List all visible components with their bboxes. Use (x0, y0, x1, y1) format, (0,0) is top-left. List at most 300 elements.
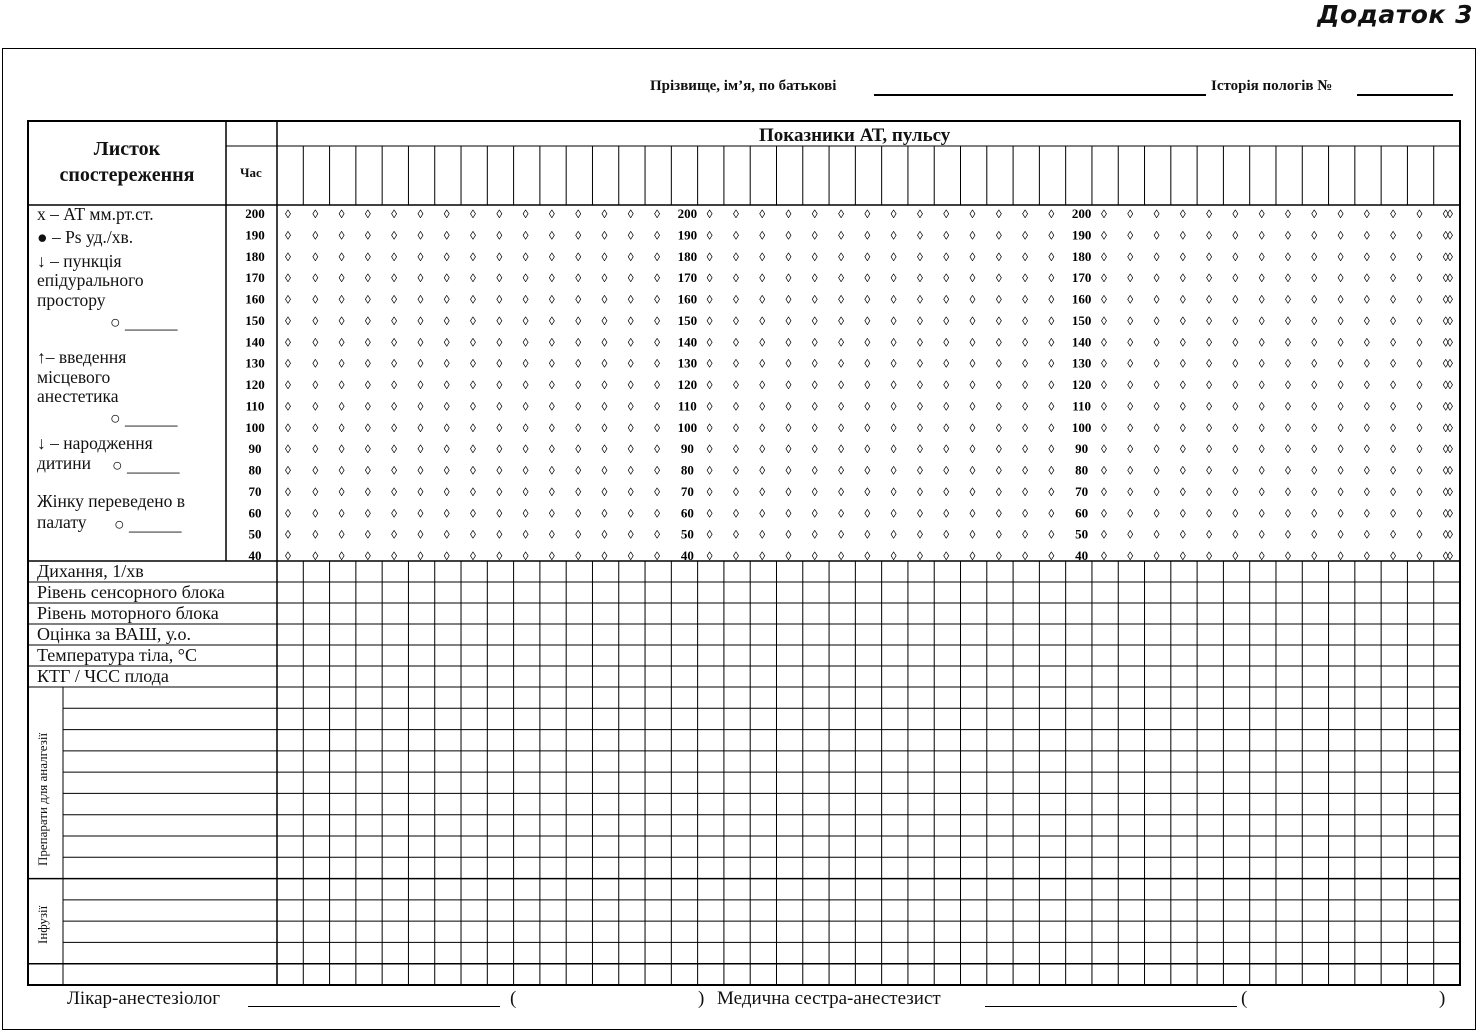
grid-marker: ◊ (1442, 249, 1449, 264)
grid-marker: ◊ (312, 271, 319, 286)
scale-value: 90 (248, 441, 262, 457)
grid-marker: ◊ (364, 378, 371, 392)
grid-marker: ◊ (470, 207, 476, 221)
grid-marker: ◊ (601, 484, 608, 499)
grid-marker: ◊ (1363, 335, 1370, 350)
grid-marker: ◊ (732, 292, 739, 307)
grid-marker: ◊ (706, 527, 713, 542)
grid-marker: ◊ (969, 527, 976, 542)
scale-value: 80 (680, 462, 694, 478)
grid-marker: ◊ (1311, 207, 1318, 221)
time-label: Час (240, 165, 262, 180)
grid-marker: ◊ (1022, 249, 1029, 264)
grid-marker: ◊ (443, 420, 450, 435)
grid-marker: ◊ (522, 463, 529, 478)
grid-marker: ◊ (759, 335, 766, 350)
grid-marker: ◊ (1022, 442, 1029, 457)
grid-marker: ◊ (1363, 463, 1370, 478)
grid-marker: ◊ (1232, 228, 1239, 243)
grid-marker: ◊ (417, 207, 424, 221)
grid-marker: ◊ (1363, 271, 1370, 286)
grid-marker: ◊ (601, 228, 608, 243)
grid-marker: ◊ (1258, 484, 1265, 499)
grid-marker: ◊ (654, 313, 661, 328)
grid-marker: ◊ (732, 378, 739, 392)
grid-marker: ◊ (1390, 207, 1397, 221)
grid-marker: ◊ (890, 399, 897, 414)
grid-marker: ◊ (995, 292, 1002, 307)
analgesia-section-label: Препарати для аналгезії (35, 732, 50, 866)
grid-marker: ◊ (1232, 378, 1239, 392)
grid-marker: ◊ (838, 356, 845, 371)
grid-marker: ◊ (811, 207, 818, 221)
grid-marker: ◊ (811, 463, 818, 478)
grid-marker: ◊ (864, 378, 871, 392)
grid-marker: ◊ (890, 442, 897, 457)
grid-marker: ◊ (1153, 313, 1160, 328)
grid-marker: ◊ (1337, 335, 1344, 350)
grid-marker: ◊ (838, 292, 845, 307)
grid-marker: ◊ (1179, 207, 1186, 221)
grid-marker: ◊ (785, 313, 792, 328)
grid-marker: ◊ (338, 463, 345, 478)
scale-value: 90 (680, 441, 694, 457)
grid-marker: ◊ (1337, 356, 1344, 371)
grid-marker: ◊ (496, 506, 503, 521)
grid-marker: ◊ (811, 420, 818, 435)
grid-marker: ◊ (1285, 356, 1291, 371)
grid-marker: ◊ (1206, 484, 1213, 499)
grid-marker: ◊ (890, 356, 897, 371)
grid-marker: ◊ (864, 399, 871, 414)
grid-marker: ◊ (627, 549, 634, 563)
grid-marker: ◊ (1311, 271, 1318, 286)
grid-marker: ◊ (1048, 506, 1055, 521)
grid-marker: ◊ (601, 292, 608, 307)
grid-marker: ◊ (1100, 484, 1107, 499)
grid-marker: ◊ (627, 420, 634, 435)
grid-marker: ◊ (654, 420, 661, 435)
grid-marker: ◊ (1048, 527, 1055, 542)
grid-marker: ◊ (811, 549, 818, 563)
grid-marker: ◊ (1022, 549, 1029, 563)
appendix-label: Додаток 3 (1317, 0, 1473, 29)
grid-marker: ◊ (548, 463, 555, 478)
grid-marker: ◊ (732, 399, 739, 414)
grid-marker: ◊ (1048, 249, 1055, 264)
grid-marker: ◊ (1206, 378, 1213, 392)
grid-marker: ◊ (706, 271, 713, 286)
grid-marker: ◊ (391, 292, 398, 307)
grid-marker: ◊ (1127, 527, 1134, 542)
grid-marker: ◊ (443, 335, 450, 350)
grid-marker: ◊ (838, 442, 845, 457)
grid-marker: ◊ (943, 249, 950, 264)
grid-marker: ◊ (312, 249, 319, 264)
grid-marker: ◊ (1390, 420, 1397, 435)
anesthesiologist-signature-field[interactable] (248, 1006, 500, 1007)
grid-marker: ◊ (496, 313, 503, 328)
grid-marker: ◊ (706, 484, 713, 499)
grid-marker: ◊ (522, 249, 529, 264)
grid-marker: ◊ (943, 442, 950, 457)
grid-marker: ◊ (391, 549, 398, 563)
grid-marker: ◊ (312, 420, 319, 435)
grid-marker: ◊ (916, 506, 923, 521)
grid-marker: ◊ (1390, 549, 1397, 563)
legend-anesthetic-2: місцевого (37, 367, 111, 387)
grid-marker: ◊ (575, 207, 582, 221)
grid-marker: ◊ (417, 506, 424, 521)
grid-marker: ◊ (1416, 484, 1423, 499)
grid-marker: ◊ (312, 484, 319, 499)
grid-marker: ◊ (864, 249, 871, 264)
grid-marker: ◊ (1390, 378, 1397, 392)
scale-value: 200 (1071, 206, 1092, 221)
grid-marker: ◊ (785, 271, 792, 286)
grid-marker: ◊ (391, 313, 398, 328)
grid-marker: ◊ (364, 271, 371, 286)
grid-marker: ◊ (654, 506, 661, 521)
grid-marker: ◊ (1127, 292, 1134, 307)
grid-marker: ◊ (1447, 420, 1453, 435)
grid-marker: ◊ (890, 271, 897, 286)
grid-marker: ◊ (916, 249, 923, 264)
grid-marker: ◊ (391, 335, 398, 350)
grid-marker: ◊ (785, 442, 792, 457)
parameter-row-label: Температура тіла, °С (37, 645, 197, 665)
grid-marker: ◊ (338, 399, 345, 414)
grid-marker: ◊ (1179, 378, 1186, 392)
grid-marker: ◊ (864, 420, 871, 435)
grid-marker: ◊ (916, 271, 923, 286)
grid-marker: ◊ (1390, 356, 1397, 371)
grid-marker: ◊ (732, 484, 739, 499)
grid-marker: ◊ (548, 378, 555, 392)
anesthesiologist-close-paren: ) (698, 988, 705, 1009)
grid-marker: ◊ (969, 549, 976, 563)
grid-marker: ◊ (1127, 313, 1134, 328)
grid-marker: ◊ (1022, 335, 1029, 350)
grid-marker: ◊ (1337, 378, 1344, 392)
grid-marker: ◊ (654, 442, 661, 457)
grid-marker: ◊ (1232, 207, 1239, 221)
grid-marker: ◊ (312, 313, 319, 328)
grid-marker: ◊ (548, 271, 555, 286)
grid-marker: ◊ (916, 335, 923, 350)
grid-marker: ◊ (916, 442, 923, 457)
grid-marker: ◊ (1048, 420, 1055, 435)
grid-marker: ◊ (364, 249, 371, 264)
grid-marker: ◊ (1100, 313, 1107, 328)
legend-anesthetic-3: анестетика (37, 386, 119, 406)
grid-marker: ◊ (627, 228, 634, 243)
grid-marker: ◊ (575, 484, 582, 499)
grid-marker: ◊ (496, 228, 503, 243)
grid-marker: ◊ (811, 399, 818, 414)
grid-marker: ◊ (969, 463, 976, 478)
grid-marker: ◊ (548, 313, 555, 328)
grid-marker: ◊ (548, 335, 555, 350)
grid-marker: ◊ (391, 463, 398, 478)
grid-marker: ◊ (548, 399, 555, 414)
grid-marker: ◊ (759, 207, 766, 221)
grid-marker: ◊ (470, 249, 476, 264)
grid-marker: ◊ (338, 420, 345, 435)
grid-marker: ◊ (285, 292, 291, 307)
grid-marker: ◊ (1311, 399, 1318, 414)
grid-marker: ◊ (969, 228, 976, 243)
grid-marker: ◊ (522, 313, 529, 328)
grid-marker: ◊ (1100, 271, 1107, 286)
grid-marker: ◊ (654, 292, 661, 307)
grid-marker: ◊ (1337, 228, 1344, 243)
grid-marker: ◊ (654, 549, 661, 563)
grid-marker: ◊ (312, 463, 319, 478)
grid-marker: ◊ (1127, 249, 1134, 264)
grid-marker: ◊ (759, 549, 766, 563)
grid-marker: ◊ (1179, 484, 1186, 499)
grid-marker: ◊ (654, 399, 661, 414)
grid-marker: ◊ (285, 399, 291, 414)
grid-marker: ◊ (732, 356, 739, 371)
grid-marker: ◊ (522, 207, 529, 221)
grid-marker: ◊ (522, 292, 529, 307)
grid-marker: ◊ (1337, 399, 1344, 414)
grid-marker: ◊ (1442, 399, 1449, 414)
grid-marker: ◊ (1447, 207, 1453, 221)
grid-marker: ◊ (864, 356, 871, 371)
grid-marker: ◊ (654, 207, 661, 221)
grid-marker: ◊ (916, 549, 923, 563)
grid-marker: ◊ (1285, 442, 1291, 457)
grid-marker: ◊ (943, 335, 950, 350)
scale-value: 50 (248, 526, 262, 542)
grid-marker: ◊ (338, 292, 345, 307)
grid-marker: ◊ (627, 271, 634, 286)
grid-marker: ◊ (785, 292, 792, 307)
grid-marker: ◊ (1337, 271, 1344, 286)
scale-value: 100 (245, 419, 265, 435)
scale-value: 40 (1075, 548, 1089, 563)
grid-marker: ◊ (496, 378, 503, 392)
grid-marker: ◊ (1100, 249, 1107, 264)
legend-ward-2: палату (37, 512, 87, 532)
grid-marker: ◊ (732, 420, 739, 435)
grid-marker: ◊ (1363, 207, 1370, 221)
grid-marker: ◊ (470, 442, 476, 457)
grid-marker: ◊ (1153, 335, 1160, 350)
grid-marker: ◊ (285, 228, 291, 243)
grid-marker: ◊ (811, 378, 818, 392)
grid-marker: ◊ (601, 506, 608, 521)
grid-marker: ◊ (627, 463, 634, 478)
grid-marker: ◊ (1447, 292, 1453, 307)
scale-value: 130 (1071, 355, 1092, 371)
grid-marker: ◊ (1179, 356, 1186, 371)
grid-marker: ◊ (312, 506, 319, 521)
scale-value: 60 (248, 505, 262, 521)
grid-marker: ◊ (1127, 442, 1134, 457)
grid-marker: ◊ (1363, 399, 1370, 414)
grid-marker: ◊ (1363, 549, 1370, 563)
grid-marker: ◊ (759, 228, 766, 243)
grid-marker: ◊ (1022, 228, 1029, 243)
grid-marker: ◊ (470, 228, 476, 243)
grid-marker: ◊ (1022, 292, 1029, 307)
grid-marker: ◊ (706, 442, 713, 457)
grid-marker: ◊ (759, 378, 766, 392)
grid-marker: ◊ (995, 356, 1002, 371)
grid-marker: ◊ (995, 249, 1002, 264)
grid-marker: ◊ (470, 420, 476, 435)
grid-marker: ◊ (364, 335, 371, 350)
grid-marker: ◊ (916, 207, 923, 221)
grid-marker: ◊ (1258, 442, 1265, 457)
grid-marker: ◊ (1390, 484, 1397, 499)
grid-marker: ◊ (995, 527, 1002, 542)
scale-value: 120 (677, 377, 698, 392)
grid-marker: ◊ (969, 506, 976, 521)
grid-marker: ◊ (575, 506, 582, 521)
grid-marker: ◊ (1311, 463, 1318, 478)
grid-marker: ◊ (943, 228, 950, 243)
infusions-section-label: Інфузії (35, 905, 50, 944)
grid-marker: ◊ (1153, 292, 1160, 307)
grid-marker: ◊ (496, 442, 503, 457)
grid-marker: ◊ (1206, 292, 1213, 307)
grid-marker: ◊ (312, 292, 319, 307)
grid-marker: ◊ (995, 228, 1002, 243)
grid-marker: ◊ (995, 549, 1002, 563)
grid-marker: ◊ (470, 527, 476, 542)
grid-marker: ◊ (443, 463, 450, 478)
grid-marker: ◊ (601, 313, 608, 328)
grid-marker: ◊ (575, 249, 582, 264)
nurse-signature-field[interactable] (985, 1006, 1237, 1007)
grid-marker: ◊ (470, 463, 476, 478)
grid-marker: ◊ (470, 399, 476, 414)
grid-marker: ◊ (627, 335, 634, 350)
grid-marker: ◊ (601, 420, 608, 435)
grid-marker: ◊ (864, 442, 871, 457)
grid-marker: ◊ (838, 420, 845, 435)
grid-marker: ◊ (417, 484, 424, 499)
grid-marker: ◊ (1100, 442, 1107, 457)
scale-value: 110 (677, 398, 697, 414)
grid-marker: ◊ (785, 207, 792, 221)
grid-marker: ◊ (1258, 313, 1265, 328)
grid-marker: ◊ (417, 249, 424, 264)
grid-marker: ◊ (575, 292, 582, 307)
grid-marker: ◊ (443, 484, 450, 499)
grid-marker: ◊ (496, 249, 503, 264)
grid-marker: ◊ (811, 271, 818, 286)
grid-marker: ◊ (1048, 484, 1055, 499)
grid-marker: ◊ (443, 378, 450, 392)
scale-value: 190 (245, 227, 265, 243)
grid-marker: ◊ (601, 249, 608, 264)
grid-marker: ◊ (1390, 442, 1397, 457)
grid-marker: ◊ (916, 463, 923, 478)
grid-marker: ◊ (890, 463, 897, 478)
grid-marker: ◊ (1100, 463, 1107, 478)
scale-value: 50 (680, 526, 694, 542)
grid-marker: ◊ (1442, 463, 1449, 478)
grid-marker: ◊ (1179, 228, 1186, 243)
grid-marker: ◊ (1232, 420, 1239, 435)
grid-marker: ◊ (995, 335, 1002, 350)
grid-marker: ◊ (838, 228, 845, 243)
grid-marker: ◊ (916, 378, 923, 392)
grid-marker: ◊ (1127, 484, 1134, 499)
grid-marker: ◊ (417, 292, 424, 307)
grid-marker: ◊ (1337, 463, 1344, 478)
grid-marker: ◊ (1153, 420, 1160, 435)
grid-marker: ◊ (443, 271, 450, 286)
grid-marker: ◊ (1442, 527, 1449, 542)
grid-marker: ◊ (470, 549, 476, 563)
grid-marker: ◊ (943, 356, 950, 371)
grid-marker: ◊ (969, 271, 976, 286)
scale-value: 130 (677, 355, 698, 371)
grid-marker: ◊ (1311, 378, 1318, 392)
grid-marker: ◊ (1390, 527, 1397, 542)
grid-marker: ◊ (548, 420, 555, 435)
scale-value: 200 (245, 206, 265, 221)
grid-marker: ◊ (1232, 442, 1239, 457)
grid-marker: ◊ (285, 549, 291, 563)
grid-marker: ◊ (811, 356, 818, 371)
parameter-row-label: Рівень сенсорного блока (37, 582, 225, 602)
grid-marker: ◊ (1127, 378, 1134, 392)
grid-marker: ◊ (1390, 335, 1397, 350)
grid-marker: ◊ (601, 271, 608, 286)
grid-marker: ◊ (1022, 484, 1029, 499)
grid-marker: ◊ (338, 228, 345, 243)
grid-marker: ◊ (1206, 506, 1213, 521)
legend-ward-1: Жінку переведено в (37, 491, 186, 511)
scale-value: 60 (680, 505, 694, 521)
grid-marker: ◊ (732, 506, 739, 521)
grid-marker: ◊ (364, 313, 371, 328)
grid-marker: ◊ (838, 207, 845, 221)
grid-marker: ◊ (1022, 420, 1029, 435)
grid-marker: ◊ (575, 335, 582, 350)
grid-marker: ◊ (1390, 313, 1397, 328)
grid-marker: ◊ (391, 527, 398, 542)
grid-marker: ◊ (1311, 249, 1318, 264)
grid-marker: ◊ (1363, 228, 1370, 243)
grid-marker: ◊ (1447, 463, 1453, 478)
grid-marker: ◊ (732, 442, 739, 457)
grid-marker: ◊ (496, 207, 503, 221)
grid-marker: ◊ (1285, 506, 1291, 521)
grid-marker: ◊ (838, 335, 845, 350)
grid-marker: ◊ (995, 484, 1002, 499)
grid-marker: ◊ (338, 313, 345, 328)
grid-marker: ◊ (470, 484, 476, 499)
grid-marker: ◊ (1179, 271, 1186, 286)
grid-marker: ◊ (1127, 228, 1134, 243)
grid-marker: ◊ (785, 506, 792, 521)
grid-marker: ◊ (1447, 378, 1453, 392)
grid-marker: ◊ (706, 378, 713, 392)
grid-marker: ◊ (864, 271, 871, 286)
grid-marker: ◊ (838, 271, 845, 286)
grid-marker: ◊ (627, 313, 634, 328)
grid-marker: ◊ (759, 527, 766, 542)
